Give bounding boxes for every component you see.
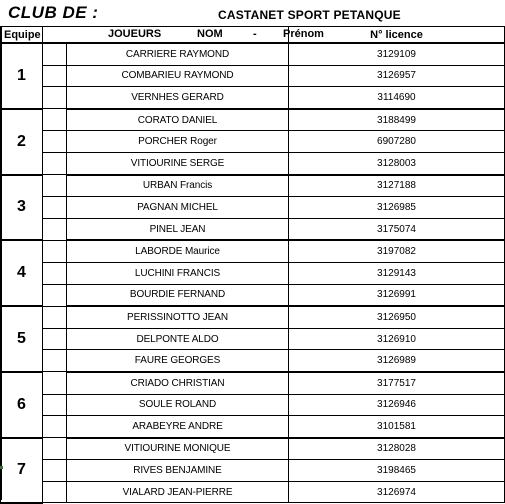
table-row [1, 306, 505, 328]
club-label: CLUB DE : [8, 3, 99, 22]
player-name: VIALARD JEAN-PIERRE [67, 481, 289, 503]
spacer-cell [43, 416, 67, 438]
spacer-cell [43, 175, 67, 197]
table-row [1, 218, 505, 240]
licence-number: 3126974 [289, 481, 505, 503]
player-name: LUCHINI FRANCIS [67, 262, 289, 284]
player-name: PINEL JEAN [67, 218, 289, 240]
table-row [1, 65, 505, 87]
table-row [1, 416, 505, 438]
spacer-cell [43, 328, 67, 350]
licence-number: 3129109 [289, 43, 505, 65]
player-name: PAGNAN MICHEL [67, 197, 289, 219]
licence-number: 3126910 [289, 328, 505, 350]
spacer-cell [43, 284, 67, 306]
spacer-cell [43, 43, 67, 65]
team-number: 1 [1, 43, 43, 109]
club-name: CASTANET SPORT PETANQUE [218, 8, 401, 22]
roster-body [1, 43, 505, 503]
licence-number: 3188499 [289, 109, 505, 131]
form-header [0, 0, 504, 26]
player-name: URBAN Francis [67, 175, 289, 197]
player-name: BOURDIE FERNAND [67, 284, 289, 306]
licence-number: 3114690 [289, 87, 505, 109]
team-number: 6 [1, 372, 43, 438]
table-row [1, 262, 505, 284]
table-row [1, 284, 505, 306]
roster-table [0, 26, 505, 504]
column-header-joueurs-label: JOUEURS [108, 28, 162, 40]
player-name: RIVES BENJAMINE [67, 460, 289, 482]
spacer-cell [43, 394, 67, 416]
licence-number: 3101581 [289, 416, 505, 438]
player-name: SOULE ROLAND [67, 394, 289, 416]
licence-number: 3175074 [289, 218, 505, 240]
player-name: CORATO DANIEL [67, 109, 289, 131]
spacer-cell [43, 131, 67, 153]
licence-number: 3198465 [289, 460, 505, 482]
player-name: VITIOURINE MONIQUE [67, 438, 289, 460]
column-header-licence: N° licence [289, 27, 505, 44]
table-row [1, 372, 505, 394]
spacer-cell [43, 481, 67, 503]
spacer-cell [43, 372, 67, 394]
table-row [1, 131, 505, 153]
column-header-joueurs [43, 27, 324, 44]
player-name: LABORDE Maurice [67, 240, 289, 262]
table-left-border [0, 26, 2, 500]
spacer-cell [43, 306, 67, 328]
table-row [1, 350, 505, 372]
column-header-prenom: Prénom [283, 28, 324, 40]
player-name: FAURE GEORGES [67, 350, 289, 372]
player-name: VITIOURINE SERGE [67, 152, 289, 174]
player-name: CRIADO CHRISTIAN [67, 372, 289, 394]
player-name: COMBARIEU RAYMOND [67, 65, 289, 87]
team-number: 3 [1, 175, 43, 241]
table-row [1, 460, 505, 482]
player-name: ARABEYRE ANDRE [67, 416, 289, 438]
licence-number: 6907280 [289, 131, 505, 153]
licence-number: 3126991 [289, 284, 505, 306]
licence-number: 3127188 [289, 175, 505, 197]
player-name: VERNHES GERARD [67, 87, 289, 109]
player-name: CARRIERE RAYMOND [67, 43, 289, 65]
licence-number: 3197082 [289, 240, 505, 262]
licence-number: 3128028 [289, 438, 505, 460]
table-row [1, 87, 505, 109]
licence-number: 3177517 [289, 372, 505, 394]
column-header-equipe: Equipe [1, 27, 43, 44]
spacer-cell [43, 438, 67, 460]
table-row [1, 109, 505, 131]
licence-number: 3126985 [289, 197, 505, 219]
licence-number: 3129143 [289, 262, 505, 284]
spacer-cell [43, 109, 67, 131]
table-row [1, 240, 505, 262]
spacer-cell [43, 460, 67, 482]
table-row [1, 328, 505, 350]
table-row [1, 481, 505, 503]
table-row [1, 394, 505, 416]
team-number: 4 [1, 240, 43, 306]
table-row [1, 152, 505, 174]
spacer-cell [43, 87, 67, 109]
player-name: PERISSINOTTO JEAN [67, 306, 289, 328]
spacer-cell [43, 240, 67, 262]
spacer-cell [43, 197, 67, 219]
column-header-dash: - [253, 28, 257, 40]
table-row [1, 438, 505, 460]
team-number: 7 [1, 438, 43, 503]
licence-number: 3126957 [289, 65, 505, 87]
licence-number: 3126989 [289, 350, 505, 372]
table-row [1, 43, 505, 65]
spacer-cell [43, 65, 67, 87]
team-number: 2 [1, 109, 43, 175]
column-header-nom: NOM [197, 28, 223, 40]
licence-number: 3126946 [289, 394, 505, 416]
player-name: DELPONTE ALDO [67, 328, 289, 350]
licence-number: 3128003 [289, 152, 505, 174]
spacer-cell [43, 218, 67, 240]
header-row [1, 27, 505, 44]
cell-marker [0, 466, 3, 469]
licence-number: 3126950 [289, 306, 505, 328]
table-row [1, 175, 505, 197]
player-name: PORCHER Roger [67, 131, 289, 153]
spacer-cell [43, 350, 67, 372]
table-row [1, 197, 505, 219]
spacer-cell [43, 262, 67, 284]
spacer-cell [43, 152, 67, 174]
team-number: 5 [1, 306, 43, 372]
